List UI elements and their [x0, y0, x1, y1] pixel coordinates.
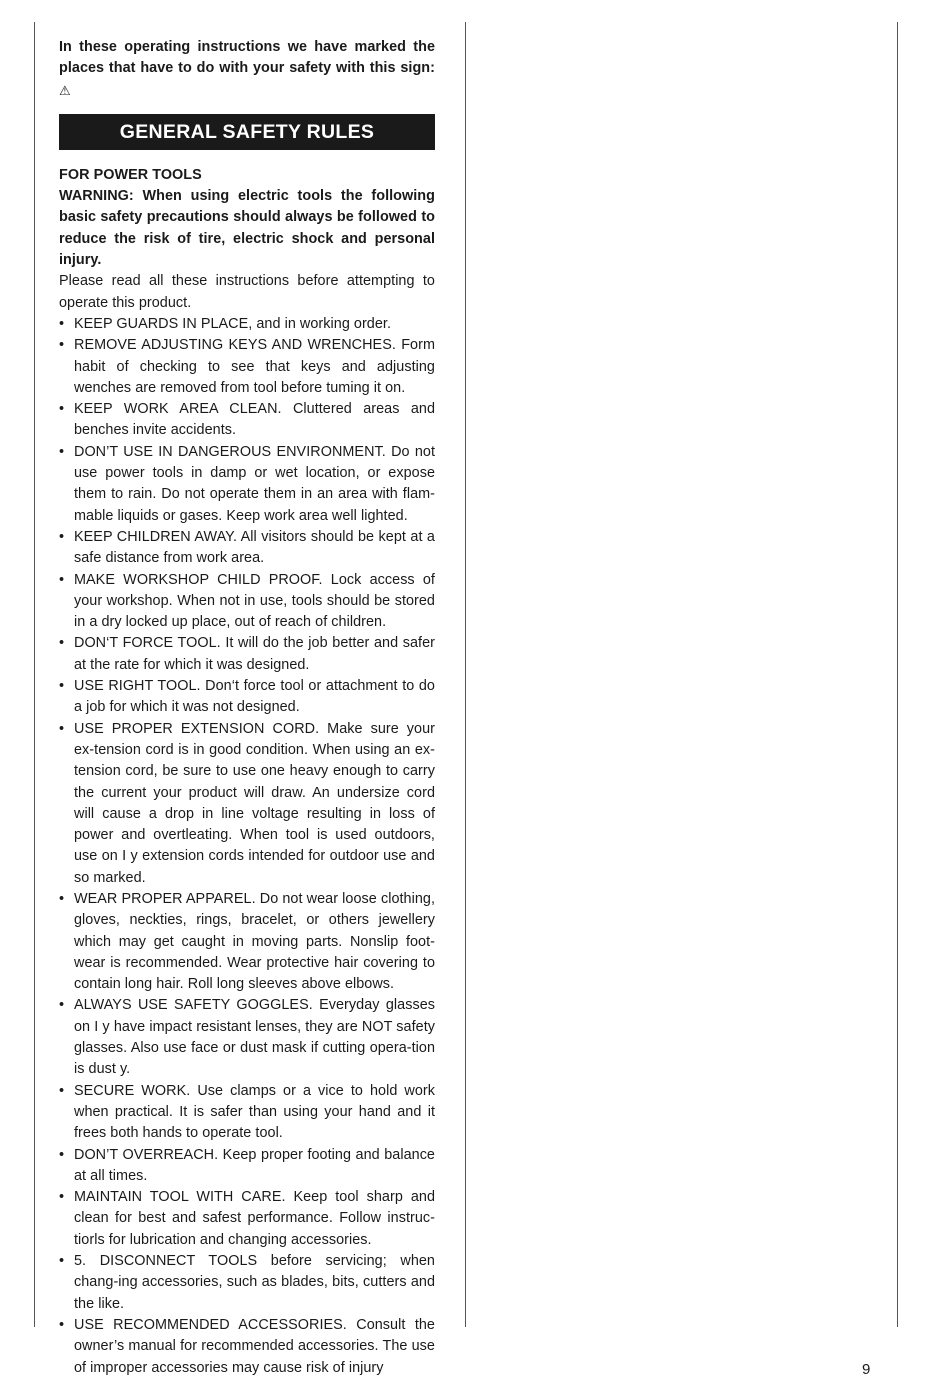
list-item: • REMOVE ADJUSTING KEYS AND WRENCHES. Form habit of checking to see that keys and adjusting wenches are removed from tool before tuming it on.: [59, 335, 435, 399]
list-item: • KEEP CHILDREN AWAY. All visitors should be kept at a safe distance from work area.: [59, 527, 435, 570]
right-column-rule: [897, 22, 898, 1327]
intro-text: In these operating instructions we have marked the places that have to do with your safety with this sign:: [59, 39, 435, 77]
left-column-rule: [34, 22, 35, 1327]
list-item: • DON‘T FORCE TOOL. It will do the job better and safer at the rate for which it was designed.: [59, 633, 435, 676]
list-item: • SECURE WORK. Use clamps or a vice to hold work when practical. It is safer than using your hand and it frees both hands to operate tool.: [59, 1081, 435, 1145]
warning-triangle-icon: ⚠: [59, 82, 71, 98]
warning-paragraph: WARNING: When using electric tools the following basic safety precautions should always be followed to reduce the risk of tire, electric shock and personal injury.: [59, 188, 435, 269]
list-item: • MAKE WORKSHOP CHILD PROOF. Lock access of your workshop. When not in use, tools should be stored in a dry locked up place, out of reach of children.: [59, 570, 435, 634]
section-subheading: FOR POWER TOOLS: [59, 166, 202, 183]
intro-paragraph: [59, 37, 435, 102]
safety-rules-list: [59, 314, 435, 1379]
page-number: 9: [862, 1361, 871, 1378]
section-banner: [59, 114, 435, 150]
instruction-paragraph: Please read all these instructions before attempting to operate this product.: [59, 273, 435, 311]
list-item: • ALWAYS USE SAFETY GOGGLES. Everyday glasses on I y have impact resistant lenses, they are NOT safety glasses. Also use face or dust mask if cutting opera-tion is dust y.: [59, 995, 435, 1080]
list-item: • WEAR PROPER APPAREL. Do not wear loose clothing, gloves, neckties, rings, bracelet, or others jewellery which may get caught in moving parts. Nonslip foot-wear is recommended. Wear protective hair covering to contain long hair. Roll long sleeves above elbows.: [59, 889, 435, 995]
list-item: • USE PROPER EXTENSION CORD. Make sure your ex-tension cord is in good condition. When using an ex-tension cord, be sure to use one heavy enough to carry the current your product will draw. An undersize cord will cause a drop in line voltage resulting in loss of power and overtleating. When tool is used outdoors, use on I y extension cords intended for outdoor use and so marked.: [59, 719, 435, 889]
list-item: • MAINTAIN TOOL WITH CARE. Keep tool sharp and clean for best and safest performance. Follow instruc-tiorls for lubrication and changing accessories.: [59, 1187, 435, 1251]
list-item: • USE RIGHT TOOL. Don‘t force tool or attachment to do a job for which it was not designed.: [59, 676, 435, 719]
list-item: • KEEP GUARDS IN PLACE, and in working order.: [59, 314, 435, 335]
list-item: • USE RECOMMENDED ACCESSORIES. Consult the owner’s manual for recommended accessories. The use of improper accessories may cause risk of injury: [59, 1315, 435, 1379]
list-item: • 5. DISCONNECT TOOLS before servicing; when chang-ing accessories, such as blades, bits, cutters and the like.: [59, 1251, 435, 1315]
left-column: [59, 37, 435, 1379]
list-item: • DON’T USE IN DANGEROUS ENVIRONMENT. Do not use power tools in damp or wet location, or expose them to rain. Do not operate them in an area with flam-mable liquids or gases. Keep work area well lighted.: [59, 442, 435, 527]
list-item: • KEEP WORK AREA CLEAN. Cluttered areas and benches invite accidents.: [59, 399, 435, 442]
list-item: • DON’T OVERREACH. Keep proper footing and balance at all times.: [59, 1145, 435, 1188]
center-column-rule: [465, 22, 466, 1327]
banner-title: GENERAL SAFETY RULES: [119, 120, 375, 143]
